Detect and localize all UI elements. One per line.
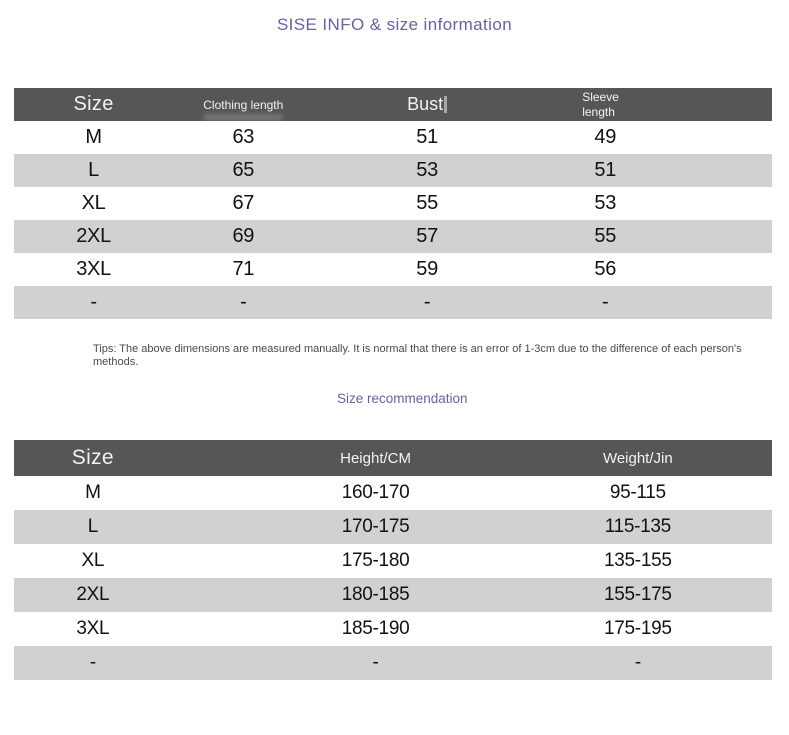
cell-size: L bbox=[14, 510, 172, 544]
cell-size: - bbox=[14, 646, 172, 680]
cell-bust: 57 bbox=[313, 220, 540, 253]
cell-size: XL bbox=[81, 550, 105, 571]
cell-weight: 175-195 bbox=[604, 618, 672, 639]
cell-bust: - bbox=[313, 286, 540, 319]
cell-height: 170-175 bbox=[172, 510, 580, 544]
text-cursor-artifact bbox=[444, 96, 447, 113]
cell-height: 185-190 bbox=[341, 618, 410, 639]
size-row-empty bbox=[14, 286, 772, 319]
reco-row-m bbox=[14, 476, 772, 510]
column-header-clothing-length-label: Clothing length bbox=[203, 97, 284, 112]
cell-clothing-length: 65 bbox=[173, 154, 313, 187]
cell-size: 2XL bbox=[14, 220, 173, 253]
recommendation-header-row bbox=[14, 440, 772, 476]
cell-spacer bbox=[670, 121, 772, 154]
cell-spacer bbox=[670, 154, 772, 187]
cell-weight: 95-115 bbox=[609, 482, 666, 503]
cell-spacer bbox=[670, 187, 772, 220]
cell-bust: 59 bbox=[416, 258, 438, 280]
cell-sleeve-length: 56 bbox=[594, 258, 617, 280]
column-header-clothing-length bbox=[173, 88, 313, 121]
cell-clothing-length: 67 bbox=[232, 192, 255, 214]
cell-spacer bbox=[696, 476, 772, 510]
column-header-size: Size bbox=[14, 88, 173, 121]
cell-weight: 115-135 bbox=[579, 510, 696, 544]
column-header-weight: Weight/Jin bbox=[579, 440, 696, 476]
cell-spacer bbox=[696, 646, 772, 680]
cell-sleeve-length: 51 bbox=[541, 154, 670, 187]
reco-row-l bbox=[14, 510, 772, 544]
column-header-size: Size bbox=[14, 440, 172, 476]
cell-bust: 53 bbox=[313, 154, 540, 187]
size-row-3xl bbox=[14, 253, 772, 286]
reco-row-3xl bbox=[14, 612, 772, 646]
cell-size: M bbox=[85, 482, 101, 503]
size-row-2xl bbox=[14, 220, 772, 253]
cell-spacer bbox=[696, 510, 772, 544]
column-header-sleeve-length bbox=[541, 88, 670, 121]
size-row-m bbox=[14, 121, 772, 154]
cell-size: XL bbox=[81, 192, 106, 214]
cell-spacer bbox=[670, 253, 772, 286]
size-recommendation-table bbox=[14, 440, 772, 680]
cell-size: 2XL bbox=[14, 578, 172, 612]
reco-row-xl bbox=[14, 544, 772, 578]
cell-size: L bbox=[14, 154, 173, 187]
column-header-bust bbox=[313, 88, 540, 121]
reco-row-2xl bbox=[14, 578, 772, 612]
cell-height: - bbox=[172, 646, 580, 680]
cell-spacer bbox=[670, 286, 772, 319]
watermark-smudge bbox=[203, 114, 283, 121]
reco-row-empty bbox=[14, 646, 772, 680]
cell-clothing-length: - bbox=[173, 286, 313, 319]
cell-size: M bbox=[85, 126, 102, 148]
column-header-bust-label: Bust bbox=[407, 94, 444, 114]
size-row-xl bbox=[14, 187, 772, 220]
cell-size: 3XL bbox=[76, 618, 110, 639]
header-spacer bbox=[670, 88, 772, 121]
cell-spacer bbox=[696, 544, 772, 578]
cell-clothing-length: 69 bbox=[173, 220, 313, 253]
cell-height: 180-185 bbox=[172, 578, 580, 612]
cell-size: 3XL bbox=[76, 258, 111, 280]
cell-bust: 55 bbox=[416, 192, 438, 214]
size-info-table bbox=[14, 88, 772, 319]
cell-size: - bbox=[14, 286, 173, 319]
column-header-height: Height/CM bbox=[172, 440, 580, 476]
cell-clothing-length: 71 bbox=[232, 258, 255, 280]
header-spacer bbox=[696, 440, 772, 476]
measurement-tips-note: Tips: The above dimensions are measured manually. It is normal that there is an error of 1-3cm due to the difference of each person's methods. bbox=[93, 343, 742, 368]
recommendation-section-title: Size recommendation bbox=[337, 391, 468, 406]
cell-sleeve-length: 53 bbox=[594, 192, 617, 214]
cell-spacer bbox=[696, 578, 772, 612]
cell-sleeve-length: 49 bbox=[594, 126, 617, 148]
cell-spacer bbox=[670, 220, 772, 253]
cell-sleeve-length: - bbox=[541, 286, 670, 319]
size-row-l bbox=[14, 154, 772, 187]
cell-sleeve-length: 55 bbox=[541, 220, 670, 253]
cell-weight: - bbox=[579, 646, 696, 680]
size-table-header-row bbox=[14, 88, 772, 121]
cell-weight: 135-155 bbox=[604, 550, 672, 571]
page-title: SISE INFO & size information bbox=[276, 15, 513, 34]
cell-height: 175-180 bbox=[341, 550, 410, 571]
cell-weight: 155-175 bbox=[579, 578, 696, 612]
cell-bust: 51 bbox=[416, 126, 438, 148]
cell-height: 160-170 bbox=[341, 482, 410, 503]
column-header-sleeve-length-label: Sleeve length bbox=[582, 89, 619, 119]
cell-spacer bbox=[696, 612, 772, 646]
cell-clothing-length: 63 bbox=[232, 126, 255, 148]
